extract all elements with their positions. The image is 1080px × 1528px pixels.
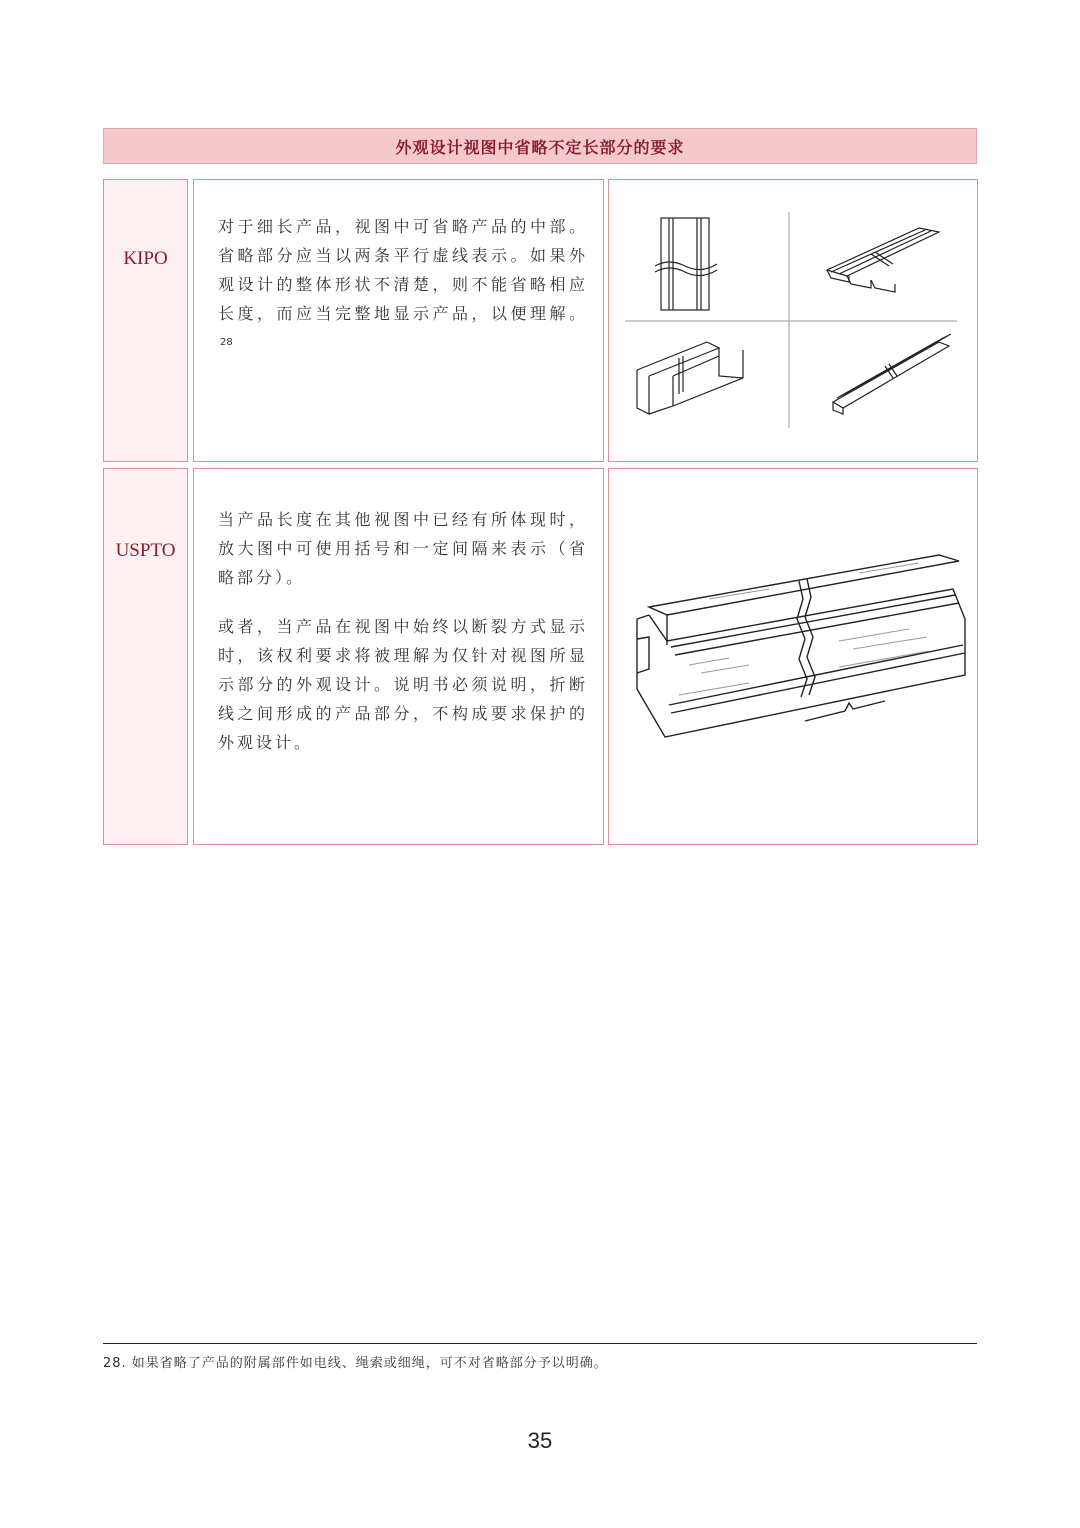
uspto-paragraph-1: 当产品长度在其他视图中已经有所体现时，放大图中可使用括号和一定间隔来表示（省略部分）。 bbox=[218, 510, 588, 587]
table-title: 外观设计视图中省略不定长部分的要求 bbox=[395, 137, 685, 157]
office-label-kipo: KIPO bbox=[123, 248, 168, 269]
page-number: 35 bbox=[527, 1428, 553, 1453]
footnote-28: 28. 如果省略了产品的附属部件如电线、绳索或细绳，可不对省略部分予以明确。 bbox=[103, 1356, 608, 1371]
table-title-bar bbox=[103, 128, 977, 164]
figure-cell-uspto bbox=[608, 468, 978, 845]
figure-cell-kipo bbox=[608, 179, 978, 462]
uspto-paragraph-2: 或者，当产品在视图中始终以断裂方式显示时，该权利要求将被理解为仅针对视图所显示部分的外观设计。说明书必须说明，折断线之间形成的产品部分，不构成要求保护的外观设计。 bbox=[218, 617, 588, 752]
kipo-paragraph: 对于细长产品，视图中可省略产品的中部。省略部分应当以两条平行虚线表示。如果外观设计的整体形状不清楚，则不能省略相应长度，而应当完整地显示产品，以便理解。 bbox=[218, 217, 588, 323]
footnote-reference: 28 bbox=[220, 337, 233, 348]
kipo-description bbox=[218, 212, 588, 360]
office-label-uspto: USPTO bbox=[115, 540, 176, 561]
footnote-rule bbox=[103, 1343, 977, 1344]
office-label-cell-uspto bbox=[103, 468, 188, 845]
kipo-profile-figures bbox=[609, 180, 977, 461]
uspto-board-figure bbox=[609, 469, 977, 844]
uspto-description bbox=[218, 505, 588, 757]
text-cell-uspto bbox=[193, 468, 604, 845]
text-cell-kipo bbox=[193, 179, 604, 462]
office-label-cell-kipo bbox=[103, 179, 188, 462]
